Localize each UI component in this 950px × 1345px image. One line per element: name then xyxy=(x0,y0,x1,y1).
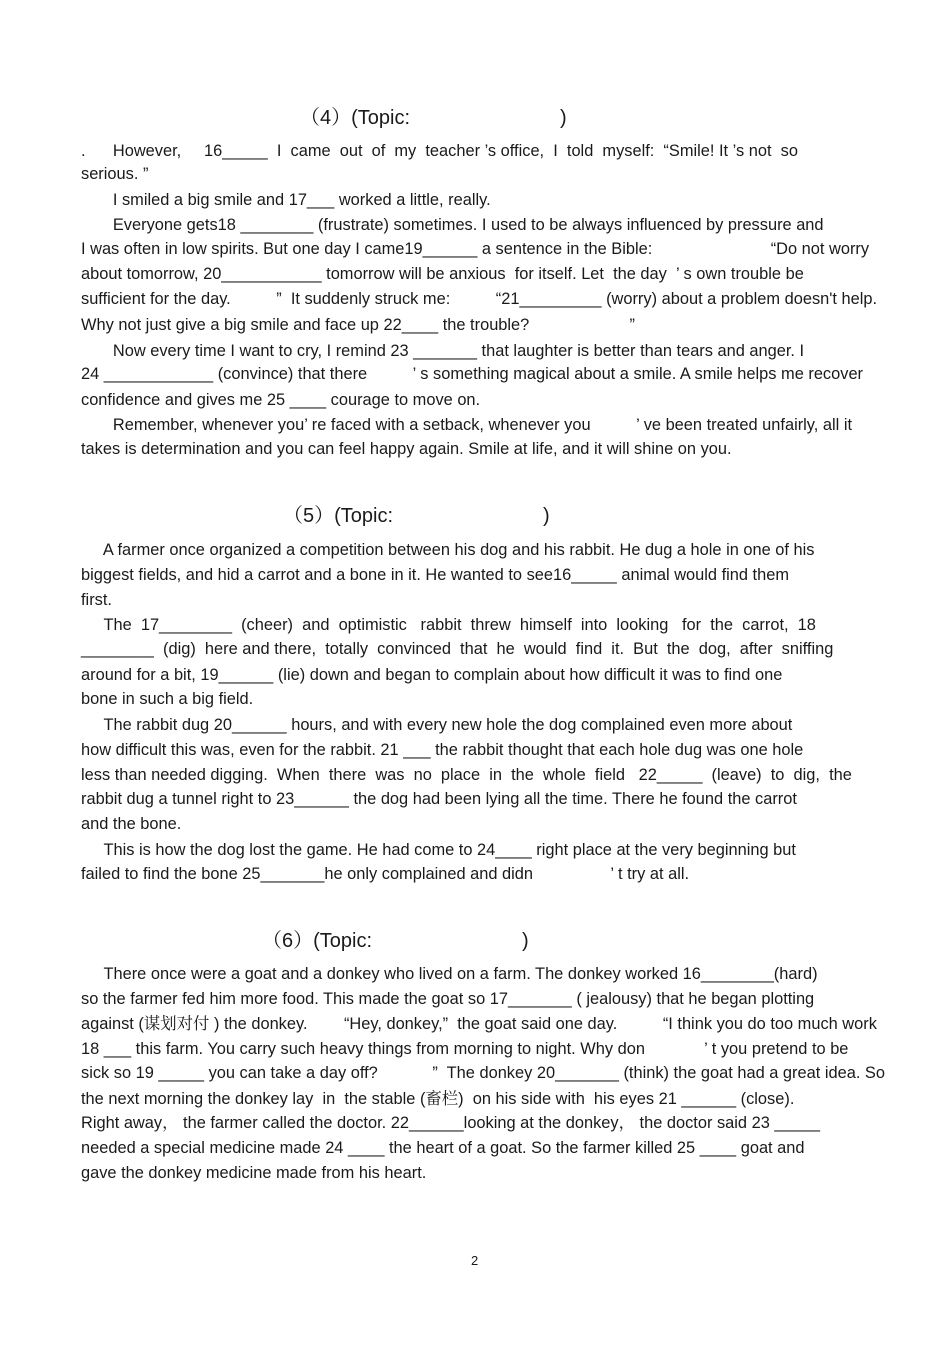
section-title: （6）(Topic: ) xyxy=(262,930,529,952)
text-line: 24 ____________ (convince) that there ’ s something magical about a smile. A smile helps me recover xyxy=(81,365,864,383)
text-line: first. xyxy=(81,591,112,609)
text-line: bone in such a big field. xyxy=(81,690,254,708)
text-line: Right away， the farmer called the doctor. 22______looking at the donkey， the doctor said 23 _____ xyxy=(81,1114,820,1132)
text-line: rabbit dug a tunnel right to 23______ the dog had been lying all the time. There he found the carrot xyxy=(81,790,797,808)
text-line: This is how the dog lost the game. He had come to 24____ right place at the very beginning but xyxy=(81,841,796,859)
text-line: I was often in low spirits. But one day I came19______ a sentence in the Bible: “Do not worry xyxy=(81,240,870,258)
text-line: needed a special medicine made 24 ____ the heart of a goat. So the farmer killed 25 ____ goat and xyxy=(81,1139,805,1157)
text-line: ________ (dig) here and there, totally convinced that he would find it. But the dog, after sniffing xyxy=(81,640,834,658)
section-title: （5）(Topic: ) xyxy=(283,505,550,527)
text-line: takes is determination and you can feel happy again. Smile at life, and it will shine on you. xyxy=(81,440,732,458)
text-line: around for a bit, 19______ (lie) down and began to complain about how difficult it was to find one xyxy=(81,666,783,684)
text-line: less than needed digging. When there was no place in the whole field 22_____ (leave) to dig, the xyxy=(81,766,852,784)
text-line: confidence and gives me 25 ____ courage to move on. xyxy=(81,391,481,409)
text-line: biggest fields, and hid a carrot and a bone in it. He wanted to see16_____ animal would find them xyxy=(81,566,789,584)
text-line: Why not just give a big smile and face up 22____ the trouble? ” xyxy=(81,316,635,334)
page-number: 2 xyxy=(471,1253,479,1268)
text-line: Everyone gets18 ________ (frustrate) sometimes. I used to be always influenced by pressure and xyxy=(81,216,824,234)
text-line: and the bone. xyxy=(81,815,182,833)
text-line: sufficient for the day. ” It suddenly struck me: “21_________ (worry) about a problem doesn't help. xyxy=(81,290,878,308)
text-line: I smiled a big smile and 17___ worked a little, really. xyxy=(81,191,491,209)
text-line: 18 ___ this farm. You carry such heavy things from morning to night. Why don ’ t you pretend to be xyxy=(81,1040,849,1058)
text-line: the next morning the donkey lay in the stable (畜栏) on his side with his eyes 21 ______ (close). xyxy=(81,1090,795,1108)
text-line: Remember, whenever you’ re faced with a setback, whenever you ’ ve been treated unfairly, all it xyxy=(81,416,853,434)
text-line: . However, 16_____ I came out of my teacher ’s office, I told myself: “Smile! It ’s not so xyxy=(81,142,798,160)
text-line: The 17________ (cheer) and optimistic rabbit threw himself into looking for the carrot, 18 xyxy=(81,616,816,634)
text-line: Now every time I want to cry, I remind 23 _______ that laughter is better than tears and anger. I xyxy=(81,342,805,360)
text-line: serious. ” xyxy=(81,165,149,183)
text-line: how difficult this was, even for the rabbit. 21 ___ the rabbit thought that each hole dug was one hole xyxy=(81,741,804,759)
text-line: The rabbit dug 20______ hours, and with every new hole the dog complained even more about xyxy=(81,716,793,734)
text-line: gave the donkey medicine made from his heart. xyxy=(81,1164,427,1182)
text-line: against (谋划对付 ) the donkey. “Hey, donkey,” the goat said one day. “I think you do too much work xyxy=(81,1015,877,1033)
text-line: failed to find the bone 25_______he only complained and didn ’ t try at all. xyxy=(81,865,690,883)
text-line: so the farmer fed him more food. This made the goat so 17_______ ( jealousy) that he began plotting xyxy=(81,990,815,1008)
text-line: about tomorrow, 20___________ tomorrow will be anxious for itself. Let the day ’ s own trouble be xyxy=(81,265,804,283)
text-line: sick so 19 _____ you can take a day off? ” The donkey 20_______ (think) the goat had a great idea. So xyxy=(81,1064,885,1082)
text-line: A farmer once organized a competition between his dog and his rabbit. He dug a hole in one of his xyxy=(81,541,815,559)
text-line: There once were a goat and a donkey who lived on a farm. The donkey worked 16________(hard) xyxy=(81,965,818,983)
section-title: （4）(Topic: ) xyxy=(300,107,567,129)
